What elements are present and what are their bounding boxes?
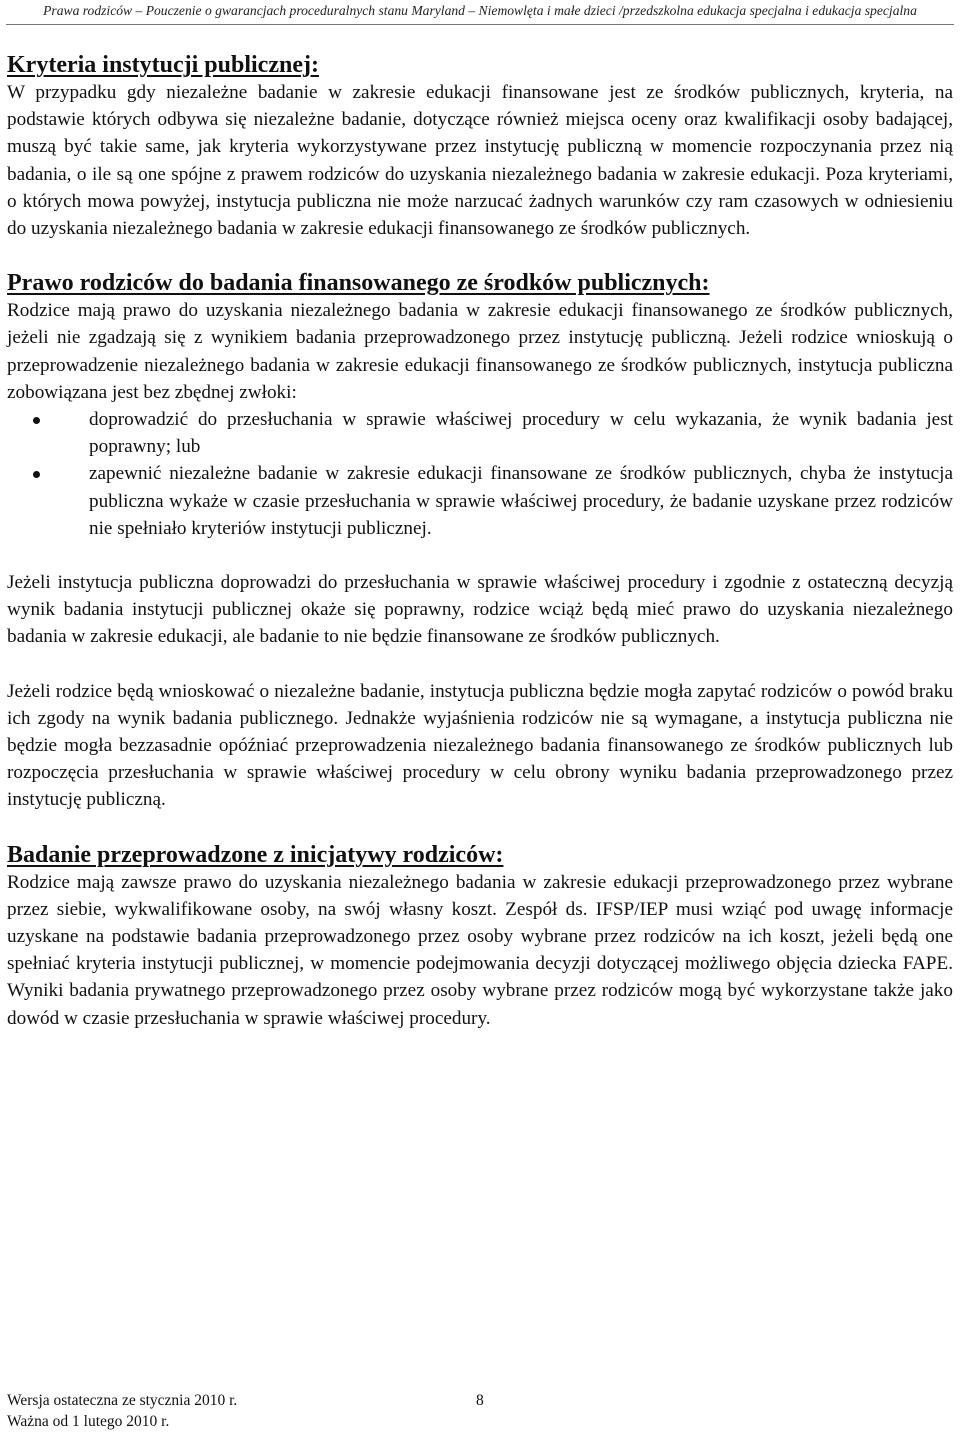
section-publicly-funded-evaluation	[7, 270, 953, 813]
bullet-list	[7, 406, 953, 542]
bullet-icon	[33, 417, 40, 424]
header-divider	[6, 24, 954, 25]
valid-from-line: Ważna od 1 lutego 2010 r.	[7, 1413, 170, 1430]
section-heading: Badanie przeprowadzone z inicjatywy rodziców:	[7, 841, 504, 868]
paragraph: Jeżeli rodzice będą wnioskować o niezależne badanie, instytucja publiczna będzie mogła zapytać rodziców o powód braku ich zgody na wynik badania publicznego. Jednakże wyjaśnienia rodziców nie są wymagane, a instytucja publiczna nie będzie mogła bezzasadnie opóźniać przeprowadzenia niezależnego badania finansowanego ze środków publicznych lub rozpoczęcia przesłuchania w sprawie właściwej procedury w celu obrony wyniku badania przeprowadzonego przez instytucję publiczną.	[7, 680, 953, 811]
version-line: Wersja ostateczna ze stycznia 2010 r.	[7, 1392, 238, 1409]
section-heading: Prawo rodziców do badania finansowanego ze środków publicznych:	[7, 270, 710, 297]
paragraph: Jeżeli instytucja publiczna doprowadzi do przesłuchania w sprawie właściwej procedury i zgodnie z ostateczną decyzją wynik badania instytucji publicznej okaże się poprawny, rodzice wciąż będą mieć prawo do uzyskania niezależnego badania w zakresie edukacji, ale badanie to nie będzie finansowane ze środków publicznych.	[7, 572, 953, 648]
section-heading: Kryteria instytucji publicznej:	[7, 52, 319, 78]
paragraph: W przypadku gdy niezależne badanie w zakresie edukacji finansowane jest ze środków publicznych, kryteria, na podstawie których odbywa się niezależne badanie, dotyczące również miejsca oceny oraz kwalifikacji osoby badającej, muszą być takie same, jak kryteria wykorzystywane przez instytucję publiczną w momencie rozpoczynania przez nią badania, o ile są one spójne z prawem rodziców do uzyskania niezależnego badania w zakresie edukacji. Poza kryteriami, o których mowa powyżej, instytucja publiczna nie może narzucać żadnych warunków czy ram czasowych w odniesieniu do uzyskania niezależnego badania w zakresie edukacji finansowanego ze środków publicznych.	[7, 82, 953, 240]
bullet-icon	[33, 471, 40, 478]
list-item	[7, 460, 953, 542]
document-body	[7, 52, 953, 1032]
paragraph: Rodzice mają zawsze prawo do uzyskania niezależnego badania w zakresie edukacji przeprowadzonego przez wybrane przez siebie, wykwalifikowane osoby, na swój własny koszt. Zespół ds. IFSP/IEP musi wziąć pod uwagę informacje uzyskane na podstawie badania przeprowadzonego przez osoby wybrane przez rodziców na ich koszt, jeżeli będą one spełniać kryteria instytucji publicznej, w momencie podejmowania decyzji dotyczącej możliwego objęcia dziecka FAPE. Wyniki badania prywatnego przeprowadzonego przez osoby wybrane przez rodziców mogą być wykorzystane także jako dowód w czasie przesłuchania w sprawie właściwej procedury.	[7, 871, 953, 1029]
list-item-text: doprowadzić do przesłuchania w sprawie właściwej procedury w celu wykazania, że wynik badania jest poprawny; lub	[89, 409, 953, 458]
list-item	[7, 406, 953, 460]
footer	[7, 1390, 237, 1432]
section-parent-initiated-evaluation	[7, 842, 953, 1032]
running-header: Prawa rodziców – Pouczenie o gwarancjach proceduralnych stanu Maryland – Niemowlęta i małe dzieci /przedszkolna edukacja specjalna i edukacja specjalna	[43, 3, 917, 18]
page-number: 8	[476, 1392, 484, 1409]
list-item-text: zapewnić niezależne badanie w zakresie edukacji finansowane ze środków publicznych, chyba że instytucja publiczna wykaże w czasie przesłuchania w sprawie właściwej procedury, że badanie uzyskane przez rodziców nie spełniało kryteriów instytucji publicznej.	[89, 463, 953, 539]
section-public-agency-criteria	[7, 52, 953, 242]
paragraph: Rodzice mają prawo do uzyskania niezależnego badania w zakresie edukacji finansowanego ze środków publicznych, jeżeli nie zgadzają się z wynikiem badania przeprowadzonego przez instytucję publiczną. Jeżeli rodzice wnioskują o przeprowadzenie niezależnego badania w zakresie edukacji finansowanego ze środków publicznych, instytucja publiczna zobowiązana jest bez zbędnej zwłoki:	[7, 300, 953, 403]
